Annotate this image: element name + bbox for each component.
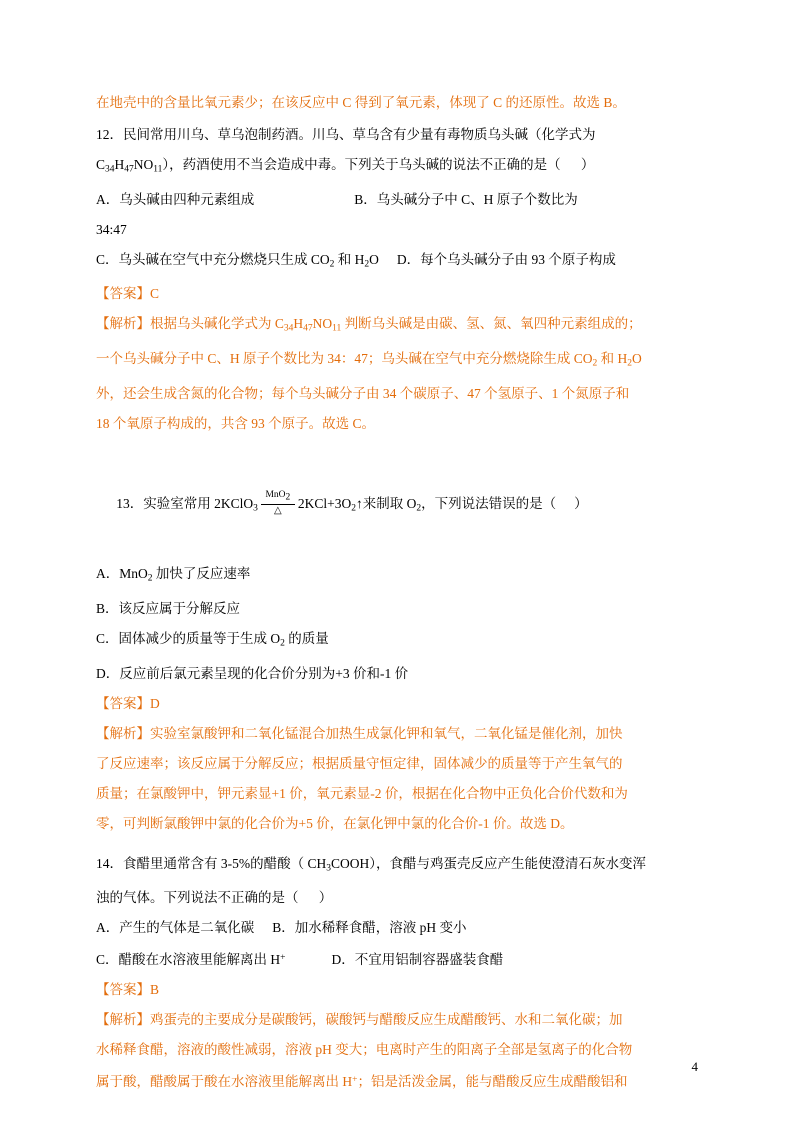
q12-option-b-cont: 34:47 bbox=[96, 221, 127, 237]
question-14 bbox=[96, 849, 698, 1098]
q12-option-b: B．乌头碱分子中 C、H 原子个数比为 bbox=[354, 191, 578, 207]
q13-option-a: A．MnO$_2$ 加快了反应速率 bbox=[96, 566, 251, 584]
q13-analysis-label: 【解析】 bbox=[96, 725, 150, 741]
q14-option-ab-row bbox=[96, 913, 698, 943]
q14-analysis-line2: 水稀释食醋，溶液的酸性减弱，溶液 pH 变大；电离时产生的阳离子全部是氢离子的化合物 bbox=[96, 1042, 633, 1058]
q14-analysis-line1 bbox=[96, 1005, 698, 1035]
page-number: 4 bbox=[691, 1059, 698, 1074]
reaction-heat-symbol: △ bbox=[274, 505, 282, 517]
reaction-condition bbox=[261, 490, 295, 518]
q14-analysis-line3: 属于酸，醋酸属于酸在水溶液里能解离出 H+；铝是活泼金属，能与醋酸反应生成醋酸铝和 bbox=[96, 1074, 628, 1090]
q14-option-a: A．产生的气体是二氧化碳 bbox=[96, 920, 255, 936]
q13-stem bbox=[96, 453, 698, 560]
q12-option-a-row bbox=[96, 185, 698, 215]
q12-option-a: A．乌头碱由四种元素组成 bbox=[96, 191, 255, 207]
q13-stem-post: $2KCl+3O_2↑$来制取 $O_2$，下列说法错误的是（ ） bbox=[297, 495, 588, 514]
q12-stem-line2: $C_{34}H_{47}NO_{11}$），药酒使用不当会造成中毒。下列关于乌头碱的说法不正确的是（ ） bbox=[96, 157, 595, 175]
q12-analysis-text1: 根据乌头碱化学式为 $C_{34}H_{47}NO_{11}$ 判断乌头碱是由碳、氢、氮、氧四种元素组成的； bbox=[150, 316, 642, 334]
q13-option-d: D．反应前后氯元素呈现的化合价分别为+3 价和-1 价 bbox=[96, 665, 409, 681]
question-12 bbox=[96, 120, 698, 439]
q13-analysis-text1: 实验室氯酸钾和二氧化锰混合加热生成氯化钾和氧气，二氧化锰是催化剂，加快 bbox=[150, 725, 623, 741]
q12-answer bbox=[96, 279, 698, 309]
q14-stem-line1: 14．食醋里通常含有 3-5%的醋酸（ $CH_3COOH$），食醋与鸡蛋壳反应产生能使澄清石灰水变浑 bbox=[96, 855, 647, 874]
q12-stem-line2-post: ），药酒使用不当会造成中毒。下列关于乌头碱的说法不正确的是（ ） bbox=[162, 157, 595, 172]
carryover-text: 在地壳中的含量比氧元素少；在该反应中 C 得到了氧元素，体现了 C 的还原性。故选 B。 bbox=[96, 95, 626, 110]
q12-analysis-line4: 18 个氧原子构成的，共含 93 个原子。故选 C。 bbox=[96, 415, 376, 431]
q12-stem-line1: 12．民间常用川乌、草乌泡制药酒。川乌、草乌含有少量有毒物质乌头碱（化学式为 bbox=[96, 127, 596, 142]
q12-analysis-label: 【解析】 bbox=[96, 316, 150, 332]
q14-analysis-text1: 鸡蛋壳的主要成分是碳酸钙，碳酸钙与醋酸反应生成醋酸钙、水和二氧化碳；加 bbox=[150, 1012, 623, 1028]
reaction-catalyst: MnO$_2$ bbox=[265, 489, 291, 503]
q14-analysis-label: 【解析】 bbox=[96, 1012, 150, 1028]
q13-option-b: B．该反应属于分解反应 bbox=[96, 600, 241, 616]
question-13 bbox=[96, 453, 698, 839]
q12-answer-value: C bbox=[150, 286, 160, 302]
q14-answer bbox=[96, 975, 698, 1005]
q13-stem-pre: 13．实验室常用 2KClO$_3$ bbox=[116, 495, 258, 514]
q13-answer-label: 【答案】 bbox=[96, 695, 150, 711]
q12-analysis-line1 bbox=[96, 309, 698, 344]
q14-answer-label: 【答案】 bbox=[96, 982, 150, 998]
q12-option-c: C．乌头碱在空气中充分燃烧只生成 $CO_2$ 和 $H_2O$ bbox=[96, 251, 379, 270]
q13-answer-value: D bbox=[150, 695, 160, 711]
q13-answer bbox=[96, 689, 698, 719]
q14-option-b: B．加水稀释食醋，溶液 pH 变小 bbox=[272, 920, 467, 936]
q14-option-d: D．不宜用铝制容器盛装食醋 bbox=[331, 952, 504, 968]
q14-option-cd-row bbox=[96, 943, 698, 975]
q13-analysis-line2: 了反应速率；该反应属于分解反应；根据质量守恒定律，固体减少的质量等于产生氧气的 bbox=[96, 755, 623, 771]
q14-answer-value: B bbox=[150, 982, 160, 998]
q13-analysis-line4: 零，可判断氯酸钾中氯的化合价为+5 价，在氯化钾中氯的化合价-1 价。故选 D。 bbox=[96, 815, 574, 831]
q13-analysis-line3: 质量；在氯酸钾中，钾元素显+1 价，氧元素显-2 价，根据在化合物中正负化合价代数和为 bbox=[96, 785, 628, 801]
q14-option-c: C．醋酸在水溶液里能解离出 H+ bbox=[96, 952, 286, 968]
q13-option-c: C．固体减少的质量等于生成 $O_2$ 的质量 bbox=[96, 630, 329, 649]
q12-analysis-line3: 外，还会生成含氮的化合物；每个乌头碱分子由 34 个碳原子、47 个氢原子、1 个氮原子和 bbox=[96, 385, 630, 401]
q13-analysis-line1 bbox=[96, 719, 698, 749]
q12-option-d: D．每个乌头碱分子由 93 个原子构成 bbox=[396, 251, 616, 267]
q12-answer-label: 【答案】 bbox=[96, 286, 150, 302]
q14-stem-line2: 浊的气体。下列说法不正确的是（ ） bbox=[96, 890, 333, 906]
q12-option-c-row bbox=[96, 245, 698, 280]
q12-analysis-line2: 一个乌头碱分子中 C、H 原子个数比为 34：47；乌头碱在空气中充分燃烧除生成 $CO_2$ 和 $H_2O$ bbox=[96, 350, 642, 369]
